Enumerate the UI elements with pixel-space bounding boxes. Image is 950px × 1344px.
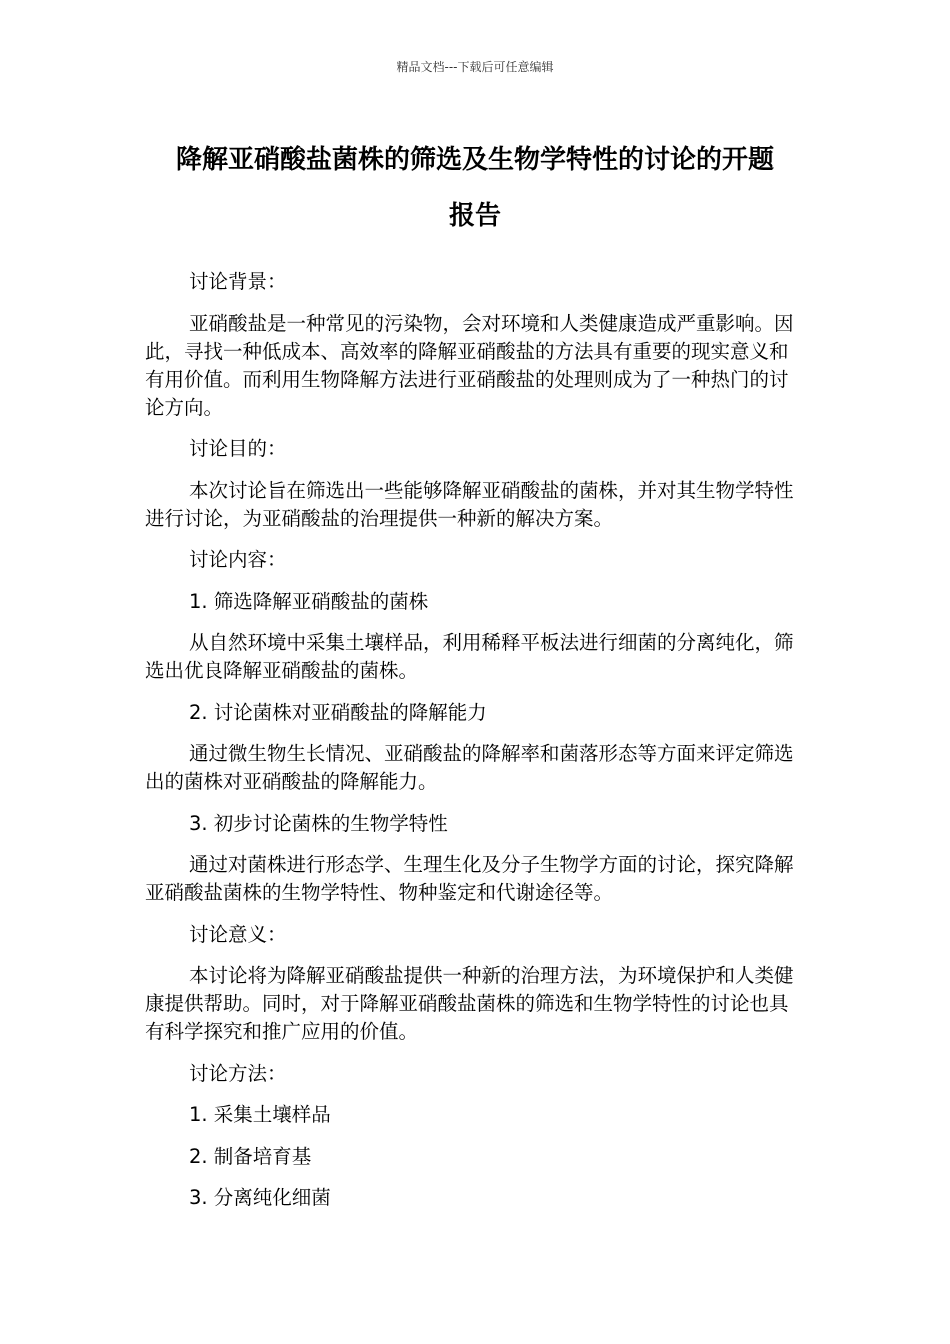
title-line-1: 降解亚硝酸盐菌株的筛选及生物学特性的讨论的开题 [175, 145, 774, 175]
section-heading-background: 讨论背景： [189, 270, 287, 293]
method-item-2: 2. 制备培育基 [189, 1144, 312, 1168]
content-item-1: 1. 筛选降解亚硝酸盐的菌株 [189, 589, 429, 613]
title-line-2: 报告 [448, 201, 501, 231]
paragraph-content-3: 通过对菌株进行形态学、生理生化及分子生物学方面的讨论，探究降解亚硝酸盐菌株的生物学特性、物种鉴定和代谢途径等。 [145, 853, 794, 904]
content-item-3: 3. 初步讨论菌株的生物学特性 [189, 811, 448, 835]
document-body [145, 268, 805, 1226]
section-heading-content: 讨论内容： [189, 548, 287, 571]
method-item-1: 1. 采集土壤样品 [189, 1103, 331, 1126]
paragraph-purpose: 本次讨论旨在筛选出一些能够降解亚硝酸盐的菌株，并对其生物学特性进行讨论，为亚硝酸盐的治理提供一种新的解决方案。 [145, 478, 794, 530]
header-note: 精品文档---下载后可任意编辑 [396, 60, 554, 74]
section-heading-significance: 讨论意义： [189, 922, 287, 946]
paragraph-content-1: 从自然环境中采集土壤样品，利用稀释平板法进行细菌的分离纯化，筛选出优良降解亚硝酸盐的菌株。 [145, 631, 794, 682]
method-item-3: 3. 分离纯化细菌 [189, 1186, 331, 1209]
document-title [145, 132, 805, 244]
section-heading-methods: 讨论方法： [189, 1061, 287, 1085]
paragraph-background: 亚硝酸盐是一种常见的污染物，会对环境和人类健康造成严重影响。因此，寻找一种低成本、高效率的降解亚硝酸盐的方法具有重要的现实意义和有用价值。而利用生物降解方法进行亚硝酸盐的处理则成为了一种热门的讨论方向。 [145, 311, 794, 419]
section-heading-purpose: 讨论目的： [189, 437, 287, 460]
paragraph-content-2: 通过微生物生长情况、亚硝酸盐的降解率和菌落形态等方面来评定筛选出的菌株对亚硝酸盐的降解能力。 [145, 742, 794, 793]
paragraph-significance: 本讨论将为降解亚硝酸盐提供一种新的治理方法，为环境保护和人类健康提供帮助。同时，对于降解亚硝酸盐菌株的筛选和生物学特性的讨论也具有科学探究和推广应用的价值。 [145, 964, 794, 1043]
content-item-2: 2. 讨论菌株对亚硝酸盐的降解能力 [189, 700, 487, 724]
